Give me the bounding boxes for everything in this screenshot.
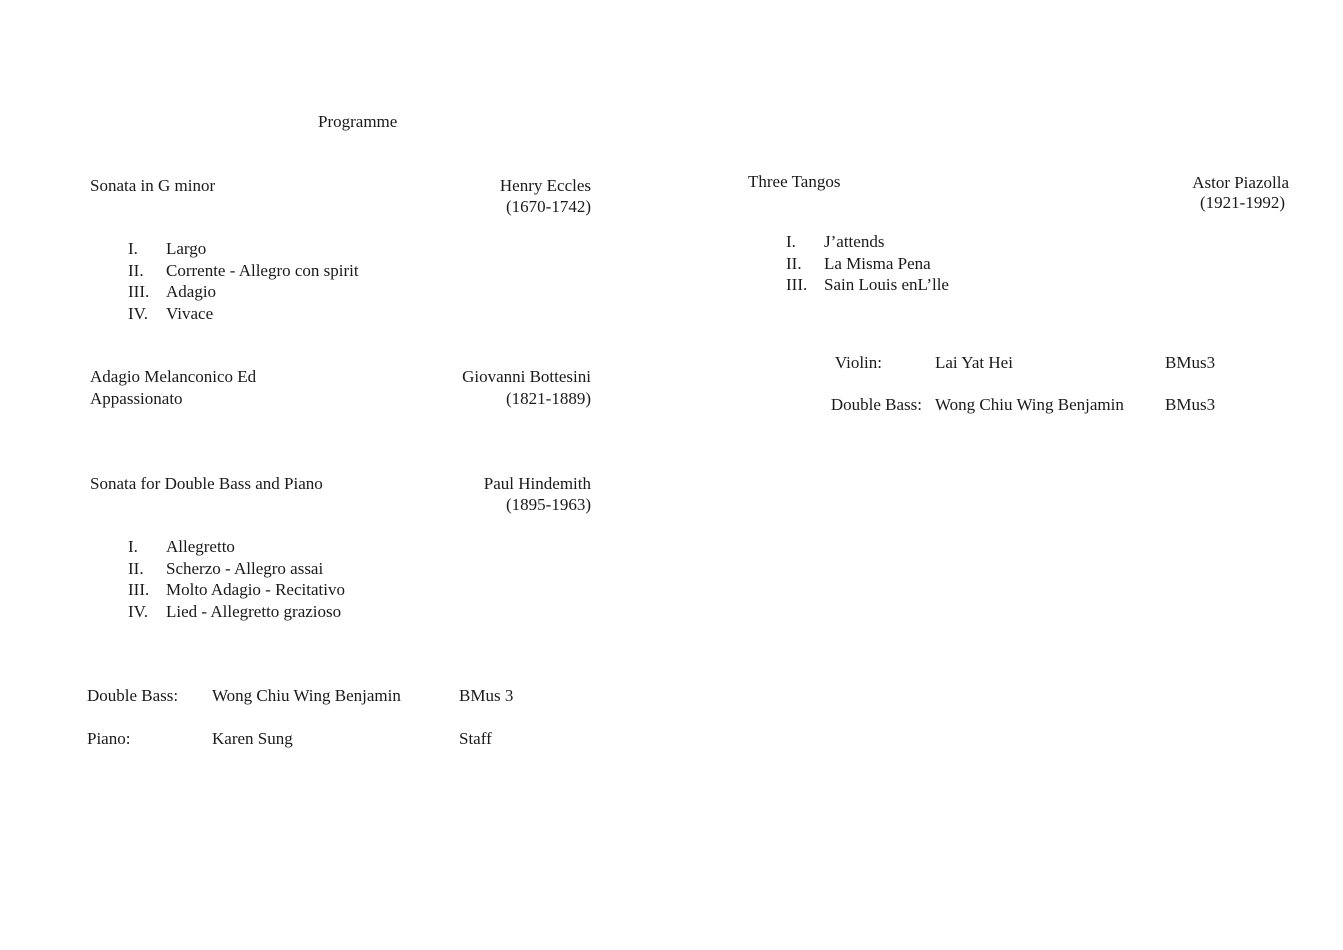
piece-title: Sonata in G minor <box>90 176 216 195</box>
movement-title: Sain Louis enL’lle <box>824 275 949 294</box>
composer-dates: (1921-1992) <box>1200 193 1285 212</box>
performer-instrument: Double Bass: <box>830 395 922 414</box>
movement-number: III. <box>786 275 808 294</box>
movement-number: II. <box>128 558 144 578</box>
movement-number: III. <box>128 580 150 599</box>
performer-status: Staff <box>459 729 492 748</box>
page-title: Programme <box>318 112 398 131</box>
performer-instrument: Violin: <box>834 353 882 372</box>
performer-name: Wong Chiu Wing Benjamin <box>212 686 401 705</box>
composer-dates: (1821-1889) <box>506 389 591 408</box>
movement-title: Scherzo - Allegro assai <box>166 558 324 578</box>
movement-number: II. <box>786 253 802 273</box>
performer-name: Karen Sung <box>212 729 293 748</box>
movement-title: Lied - Allegretto grazioso <box>166 601 342 621</box>
movement-title: Corrente - Allegro con spirit <box>166 260 359 280</box>
performer-name: Lai Yat Hei <box>935 353 1013 372</box>
composer-name: Henry Eccles <box>499 176 591 195</box>
composer-name: Giovanni Bottesini <box>462 367 591 386</box>
movement-title: La Misma Pena <box>824 253 931 273</box>
movement-title: Vivace <box>166 303 214 323</box>
movement-number: III. <box>128 282 150 301</box>
movement-title: Molto Adagio - Recitativo <box>166 580 345 599</box>
movement-number: I. <box>786 232 796 251</box>
movement-number: IV. <box>128 601 148 621</box>
movement-number: I. <box>128 239 138 258</box>
composer-dates: (1895-1963) <box>506 495 591 514</box>
piece-title-line-1: Adagio Melanconico Ed <box>90 367 257 386</box>
composer-name: Astor Piazolla <box>1192 173 1289 192</box>
movement-title: J’attends <box>824 232 885 251</box>
piece-title: Sonata for Double Bass and Piano <box>90 474 323 493</box>
composer-dates: (1670-1742) <box>506 197 591 216</box>
movement-title: Allegretto <box>166 537 235 556</box>
piece-title-line-2: Appassionato <box>90 389 183 408</box>
performer-status: BMus3 <box>1165 353 1216 372</box>
piece-title: Three Tangos <box>748 172 841 191</box>
performer-name: Wong Chiu Wing Benjamin <box>935 395 1124 414</box>
performer-instrument: Double Bass: <box>87 686 179 705</box>
movement-number: IV. <box>128 303 148 323</box>
movement-title: Adagio <box>166 282 217 301</box>
movement-number: II. <box>128 260 144 280</box>
movement-number: I. <box>128 537 138 556</box>
composer-name: Paul Hindemith <box>483 474 591 493</box>
movement-title: Largo <box>166 239 207 258</box>
performer-instrument: Piano: <box>87 729 131 748</box>
performer-status: BMus3 <box>1165 395 1216 414</box>
performer-status: BMus 3 <box>459 686 514 705</box>
